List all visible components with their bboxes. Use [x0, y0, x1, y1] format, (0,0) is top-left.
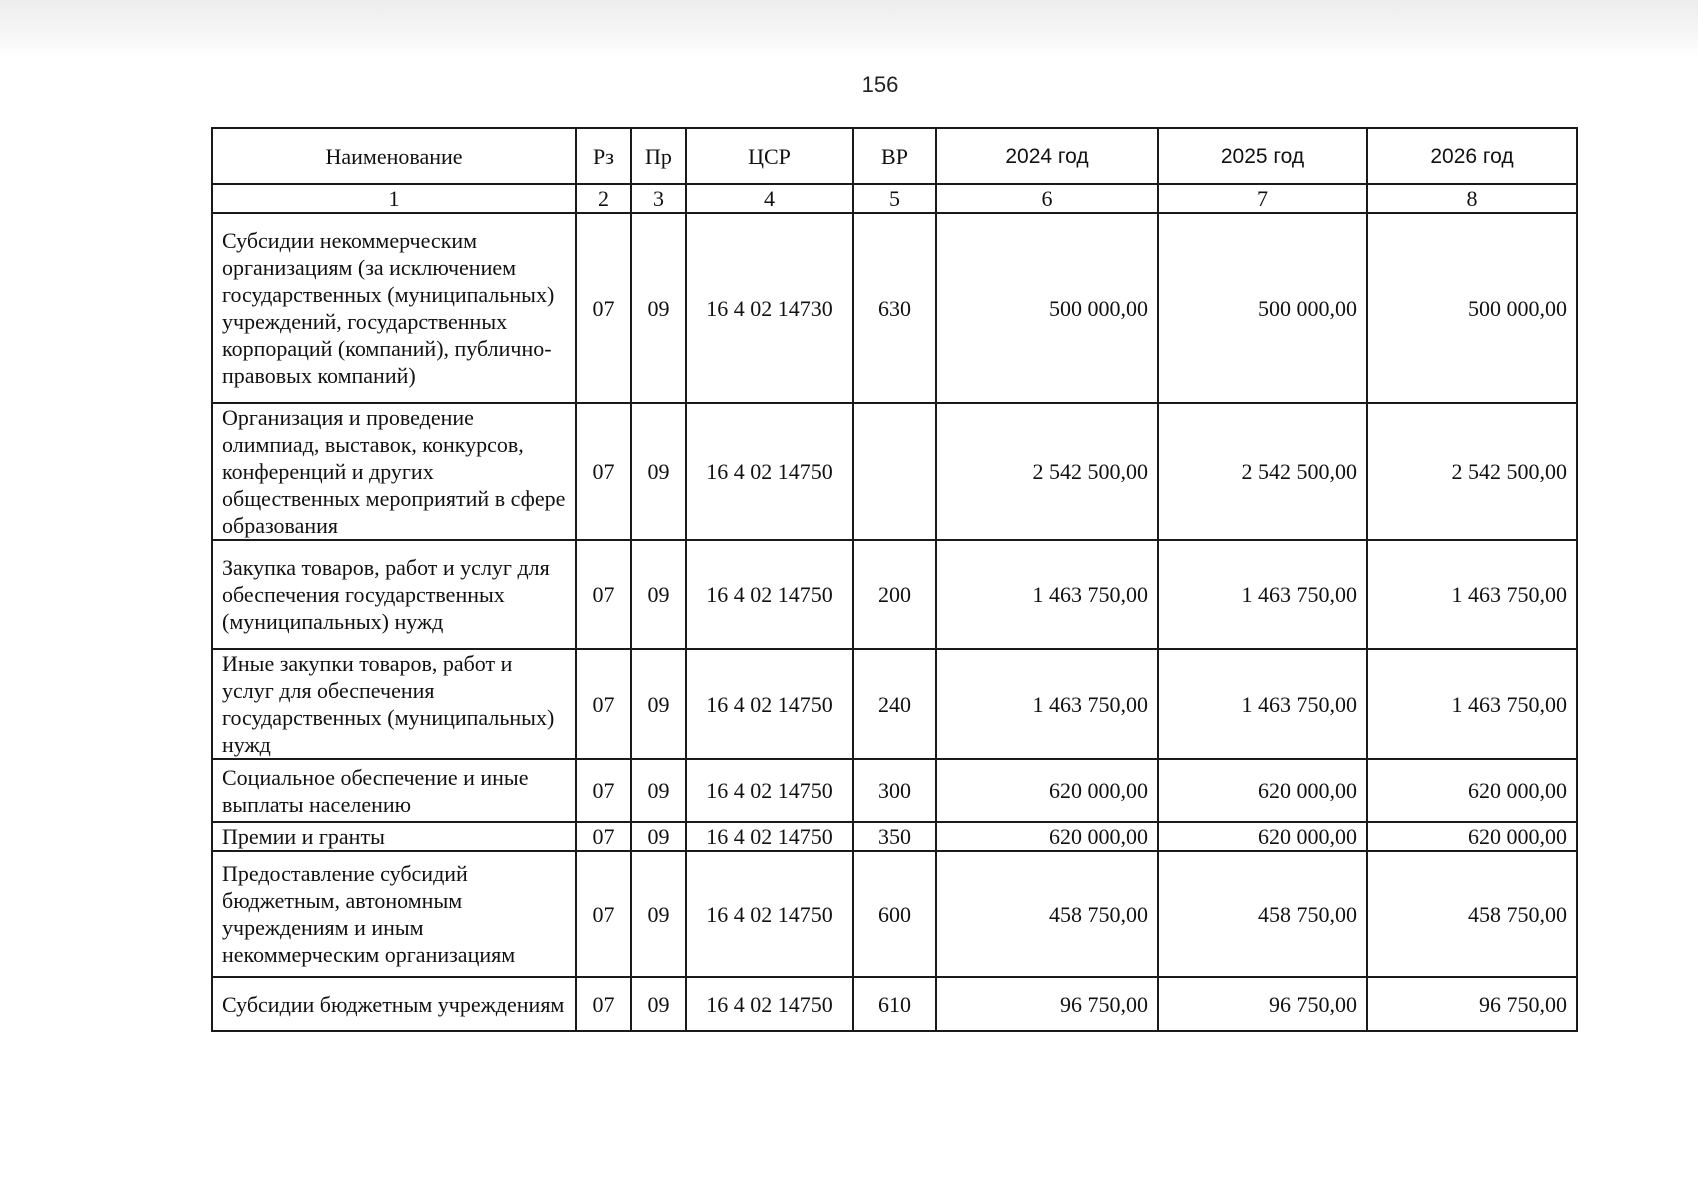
column-number: 4	[686, 184, 853, 213]
row-csr: 16 4 02 14750	[686, 822, 853, 851]
column-number-row	[212, 184, 1577, 213]
row-rz: 07	[576, 649, 631, 759]
header-row	[212, 128, 1577, 184]
row-amount-2024: 458 750,00	[936, 851, 1158, 977]
column-number: 3	[631, 184, 686, 213]
column-number: 6	[936, 184, 1158, 213]
page-number: 156	[861, 72, 899, 97]
row-rz: 07	[576, 540, 631, 649]
row-pr: 09	[631, 851, 686, 977]
header-vr: ВР	[853, 128, 936, 184]
table-row	[212, 759, 1577, 822]
row-amount-2025: 1 463 750,00	[1158, 649, 1367, 759]
scan-shadow	[0, 0, 1698, 58]
row-rz: 07	[576, 213, 631, 403]
row-amount-2025: 620 000,00	[1158, 822, 1367, 851]
row-csr: 16 4 02 14750	[686, 759, 853, 822]
header-csr: ЦСР	[686, 128, 853, 184]
row-amount-2026: 500 000,00	[1367, 213, 1577, 403]
row-amount-2025: 96 750,00	[1158, 977, 1367, 1031]
row-amount-2026: 458 750,00	[1367, 851, 1577, 977]
header-2026: 2026 год	[1367, 128, 1577, 184]
row-vr: 200	[853, 540, 936, 649]
row-name: Закупка товаров, работ и услуг для обеспечения государственных (муниципальных) нужд	[212, 540, 576, 649]
row-amount-2026: 620 000,00	[1367, 822, 1577, 851]
row-pr: 09	[631, 822, 686, 851]
row-amount-2024: 1 463 750,00	[936, 540, 1158, 649]
row-vr: 600	[853, 851, 936, 977]
row-name: Премии и гранты	[212, 822, 576, 851]
column-number: 5	[853, 184, 936, 213]
row-amount-2026: 96 750,00	[1367, 977, 1577, 1031]
row-csr: 16 4 02 14750	[686, 649, 853, 759]
row-pr: 09	[631, 977, 686, 1031]
row-vr: 300	[853, 759, 936, 822]
row-amount-2024: 2 542 500,00	[936, 403, 1158, 540]
row-rz: 07	[576, 759, 631, 822]
row-vr: 240	[853, 649, 936, 759]
row-pr: 09	[631, 759, 686, 822]
row-pr: 09	[631, 649, 686, 759]
row-name: Субсидии бюджетным учреждениям	[212, 977, 576, 1031]
row-vr: 630	[853, 213, 936, 403]
row-amount-2026: 2 542 500,00	[1367, 403, 1577, 540]
row-csr: 16 4 02 14750	[686, 977, 853, 1031]
row-amount-2024: 620 000,00	[936, 822, 1158, 851]
row-amount-2025: 1 463 750,00	[1158, 540, 1367, 649]
row-vr	[853, 403, 936, 540]
row-amount-2025: 458 750,00	[1158, 851, 1367, 977]
row-csr: 16 4 02 14750	[686, 851, 853, 977]
row-pr: 09	[631, 540, 686, 649]
column-number: 1	[212, 184, 576, 213]
header-pr: Пр	[631, 128, 686, 184]
row-amount-2026: 1 463 750,00	[1367, 649, 1577, 759]
row-amount-2025: 620 000,00	[1158, 759, 1367, 822]
row-vr: 610	[853, 977, 936, 1031]
table-row	[212, 851, 1577, 977]
row-name: Иные закупки товаров, работ и услуг для обеспечения государственных (муниципальных) нужд	[212, 649, 576, 759]
row-amount-2025: 2 542 500,00	[1158, 403, 1367, 540]
row-pr: 09	[631, 403, 686, 540]
row-name: Предоставление субсидий бюджетным, автономным учреждениям и иным некоммерческим организациям	[212, 851, 576, 977]
row-csr: 16 4 02 14730	[686, 213, 853, 403]
row-rz: 07	[576, 403, 631, 540]
row-name: Субсидии некоммерческим организациям (за исключением государственных (муниципальных) учреждений, государственных корпораций (компаний), публично-правовых компаний)	[212, 213, 576, 403]
row-rz: 07	[576, 851, 631, 977]
table-row	[212, 649, 1577, 759]
table-row	[212, 822, 1577, 851]
column-number: 7	[1158, 184, 1367, 213]
row-amount-2024: 500 000,00	[936, 213, 1158, 403]
table-row	[212, 540, 1577, 649]
table-row	[212, 403, 1577, 540]
column-number: 2	[576, 184, 631, 213]
row-pr: 09	[631, 213, 686, 403]
row-vr: 350	[853, 822, 936, 851]
row-amount-2026: 620 000,00	[1367, 759, 1577, 822]
row-rz: 07	[576, 822, 631, 851]
row-amount-2024: 1 463 750,00	[936, 649, 1158, 759]
row-amount-2024: 96 750,00	[936, 977, 1158, 1031]
budget-table	[211, 127, 1578, 1032]
row-amount-2026: 1 463 750,00	[1367, 540, 1577, 649]
header-rz: Рз	[576, 128, 631, 184]
row-name: Организация и проведение олимпиад, выставок, конкурсов, конференций и других общественных мероприятий в сфере образования	[212, 403, 576, 540]
column-number: 8	[1367, 184, 1577, 213]
header-2025: 2025 год	[1158, 128, 1367, 184]
row-rz: 07	[576, 977, 631, 1031]
table-row	[212, 213, 1577, 403]
header-name: Наименование	[212, 128, 576, 184]
row-csr: 16 4 02 14750	[686, 403, 853, 540]
header-2024: 2024 год	[936, 128, 1158, 184]
row-csr: 16 4 02 14750	[686, 540, 853, 649]
row-amount-2025: 500 000,00	[1158, 213, 1367, 403]
row-amount-2024: 620 000,00	[936, 759, 1158, 822]
row-name: Социальное обеспечение и иные выплаты населению	[212, 759, 576, 822]
table-row	[212, 977, 1577, 1031]
